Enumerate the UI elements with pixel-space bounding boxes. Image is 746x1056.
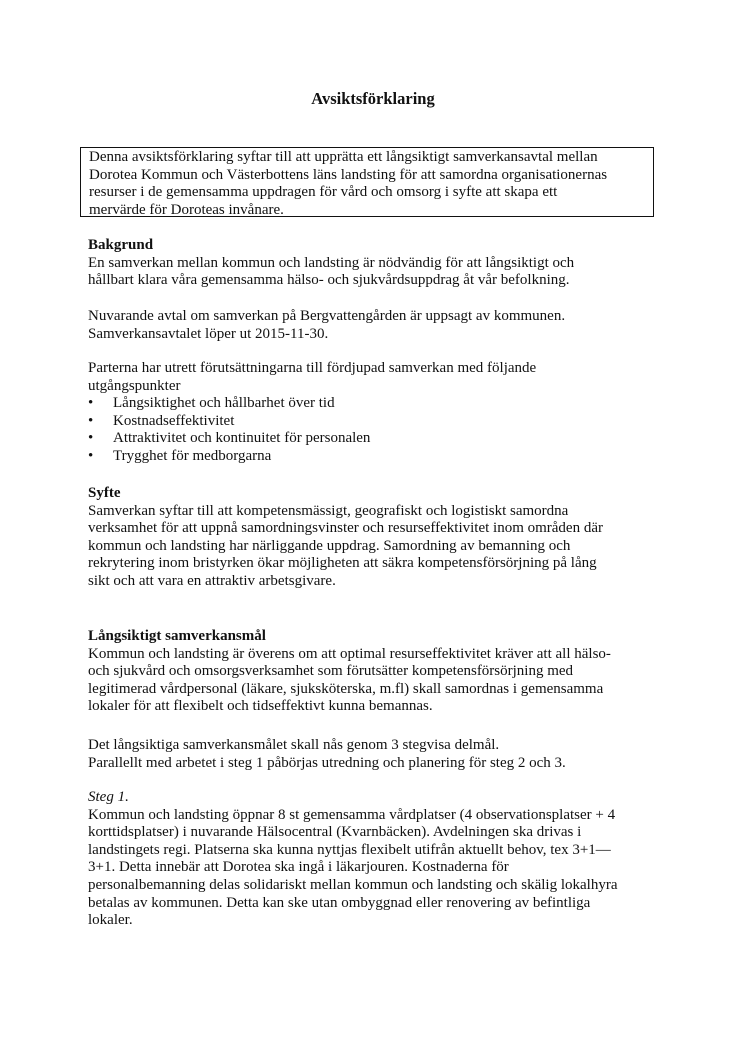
heading-bakgrund: Bakgrund <box>88 237 154 253</box>
text-line: legitimerad vårdpersonal (läkare, sjuksköterska, m.fl) skall samordnas i gemensamma <box>88 680 604 697</box>
section-bakgrund <box>88 237 574 290</box>
text-line: lokaler för att flexibelt och tidseffektivt kunna bemannas. <box>88 698 433 715</box>
text-line: Parallellt med arbetet i steg 1 påbörjas utredning och planering för steg 2 och 3. <box>88 754 566 771</box>
bullet-item: • Attraktivitet och kontinuitet för personalen <box>88 430 536 448</box>
intro-box <box>80 147 654 217</box>
text-line: rekrytering inom bristyrken ökar möjligheten att säkra kompetensförsörjning på lång <box>88 555 597 572</box>
text-line: Samverkansavtalet löper ut 2015-11-30. <box>88 325 329 342</box>
text-line: landstingets regi. Platserna ska kunna nyttjas flexibelt utifrån aktuellt behov, tex 3+1— <box>88 841 611 858</box>
text-line: Samverkan syftar till att kompetensmässigt, geografiskt och logistiskt samordna <box>88 502 569 519</box>
bullet-list <box>88 395 536 465</box>
section-syfte <box>88 485 603 591</box>
bullet-item: • Kostnadseffektivitet <box>88 413 536 431</box>
text-line: verksamhet för att uppnå samordningsvinster och resurseffektivitet inom områden där <box>88 520 603 537</box>
text-line: Kommun och landsting öppnar 8 st gemensamma vårdplatser (4 observationsplatser + 4 <box>88 806 616 823</box>
paragraph-delmal <box>88 737 566 772</box>
heading-steg1: Steg 1. <box>88 789 129 805</box>
document-title: Avsiktsförklaring <box>311 89 435 108</box>
intro-line: Dorotea Kommun och Västerbottens läns landsting för att samordna organisationernas <box>89 166 608 183</box>
paragraph-avtal <box>88 308 565 343</box>
intro-line: mervärde för Doroteas invånare. <box>89 201 284 218</box>
text-line: 3+1. Detta innebär att Dorotea ska ingå i läkarjouren. Kostnaderna för <box>88 859 509 876</box>
heading-syfte: Syfte <box>88 485 121 501</box>
intro-line: resurser i de gemensamma uppdragen för vård och omsorg i syfte att skapa ett <box>89 184 558 201</box>
text-line: kommun och landsting har närliggande uppdrag. Samordning av bemanning och <box>88 537 571 554</box>
text-line: Kommun och landsting är överens om att optimal resurseffektivitet kräver att all hälso- <box>88 645 611 662</box>
text-line: betalas av kommunen. Detta kan ske utan ombyggnad eller renovering av befintliga <box>88 894 591 911</box>
text-line: utgångspunkter <box>88 377 181 394</box>
section-samverkansmal <box>88 628 611 716</box>
text-line: hållbart klara våra gemensamma hälso- och sjukvårdsuppdrag åt vår befolkning. <box>88 272 570 289</box>
text-line: och sjukvård och omsorgsverksamhet som förutsätter kompetensförsörjning med <box>88 663 574 680</box>
text-line: korttidsplatser) i nuvarande Hälsocentral (Kvarnbäcken). Avdelningen ska drivas i <box>88 824 582 841</box>
bullet-item: • Trygghet för medborgarna <box>88 448 536 466</box>
text-line: Nuvarande avtal om samverkan på Bergvattengården är uppsagt av kommunen. <box>88 308 566 324</box>
text-line: personalbemanning delas solidariskt mellan kommun och landsting och skälig lokalhyra <box>88 876 618 893</box>
text-line: sikt och att vara en attraktiv arbetsgivare. <box>88 572 336 589</box>
paragraph-parterna <box>88 360 536 466</box>
text-line: lokaler. <box>88 912 133 929</box>
text-line: Det långsiktiga samverkansmålet skall nås genom 3 stegvisa delmål. <box>88 737 500 753</box>
section-steg1 <box>88 789 617 930</box>
intro-line: Denna avsiktsförklaring syftar till att upprätta ett långsiktigt samverkansavtal mellan <box>89 149 598 165</box>
bullet-item: • Långsiktighet och hållbarhet över tid <box>88 395 536 413</box>
text-line: En samverkan mellan kommun och landsting är nödvändig för att långsiktigt och <box>88 254 575 271</box>
text-line: Parterna har utrett förutsättningarna till fördjupad samverkan med följande <box>88 360 537 376</box>
heading-samverkansmal: Långsiktigt samverkansmål <box>88 628 266 644</box>
